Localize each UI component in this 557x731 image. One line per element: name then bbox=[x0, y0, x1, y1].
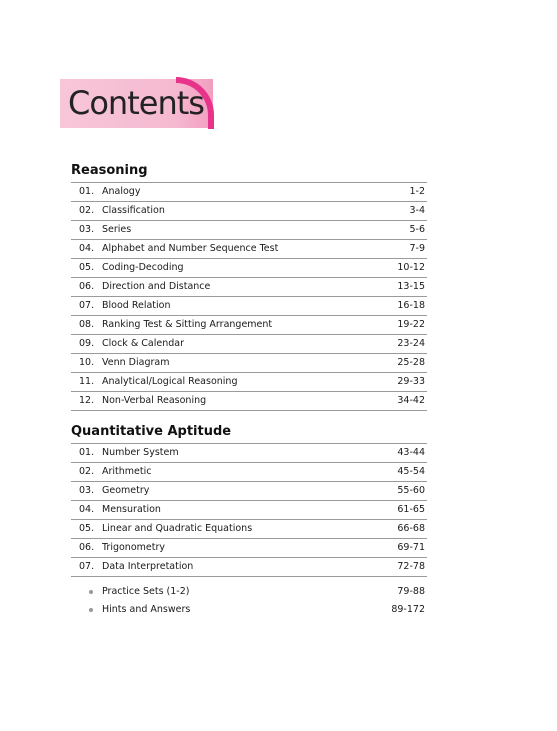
section-title-quantitative-aptitude: Quantitative Aptitude bbox=[71, 424, 232, 439]
item-number: 09. bbox=[79, 338, 95, 349]
item-label: Direction and Distance bbox=[102, 281, 211, 292]
page-title: Contents bbox=[68, 84, 204, 122]
item-label: Arithmetic bbox=[102, 466, 152, 477]
item-number: 02. bbox=[79, 205, 95, 216]
item-label: Ranking Test & Sitting Arrangement bbox=[102, 319, 273, 330]
toc-row[interactable] bbox=[71, 392, 427, 411]
toc-row[interactable] bbox=[71, 501, 427, 520]
item-pages: 25-28 bbox=[397, 357, 425, 368]
item-pages: 10-12 bbox=[397, 262, 425, 273]
item-pages: 55-60 bbox=[397, 485, 425, 496]
toc-row[interactable] bbox=[71, 182, 427, 202]
item-label: Classification bbox=[102, 205, 165, 216]
item-label: Venn Diagram bbox=[102, 357, 170, 368]
toc-row[interactable] bbox=[71, 539, 427, 558]
item-pages: 5-6 bbox=[409, 224, 425, 235]
item-pages: 79-88 bbox=[397, 586, 425, 597]
extras-list bbox=[71, 583, 427, 619]
item-number: 04. bbox=[79, 504, 95, 515]
item-pages: 23-24 bbox=[397, 338, 425, 349]
toc-row[interactable] bbox=[71, 558, 427, 577]
toc-row[interactable] bbox=[71, 335, 427, 354]
item-label: Hints and Answers bbox=[102, 604, 191, 615]
toc-row[interactable] bbox=[71, 278, 427, 297]
item-number: 06. bbox=[79, 281, 95, 292]
toc-row[interactable] bbox=[71, 240, 427, 259]
item-pages: 61-65 bbox=[397, 504, 425, 515]
item-pages: 72-78 bbox=[397, 561, 425, 572]
item-pages: 45-54 bbox=[397, 466, 425, 477]
item-pages: 13-15 bbox=[397, 281, 425, 292]
item-label: Series bbox=[102, 224, 132, 235]
item-pages: 1-2 bbox=[409, 186, 425, 197]
item-number: 03. bbox=[79, 485, 95, 496]
item-label: Non-Verbal Reasoning bbox=[102, 395, 207, 406]
toc-list-quantitative-aptitude bbox=[71, 443, 427, 577]
item-label: Clock & Calendar bbox=[102, 338, 184, 349]
item-label: Mensuration bbox=[102, 504, 161, 515]
item-number: 05. bbox=[79, 262, 95, 273]
item-label: Geometry bbox=[102, 485, 150, 496]
item-pages: 69-71 bbox=[397, 542, 425, 553]
item-label: Analogy bbox=[102, 186, 141, 197]
item-number: 08. bbox=[79, 319, 95, 330]
item-label: Analytical/Logical Reasoning bbox=[102, 376, 238, 387]
item-pages: 29-33 bbox=[397, 376, 425, 387]
item-label: Practice Sets (1-2) bbox=[102, 586, 190, 597]
item-pages: 34-42 bbox=[397, 395, 425, 406]
extra-row[interactable] bbox=[71, 583, 427, 601]
item-pages: 7-9 bbox=[409, 243, 425, 254]
item-pages: 66-68 bbox=[397, 523, 425, 534]
item-number: 07. bbox=[79, 561, 95, 572]
toc-row[interactable] bbox=[71, 482, 427, 501]
item-number: 01. bbox=[79, 447, 95, 458]
item-number: 01. bbox=[79, 186, 95, 197]
item-pages: 3-4 bbox=[409, 205, 425, 216]
item-label: Number System bbox=[102, 447, 179, 458]
item-pages: 43-44 bbox=[397, 447, 425, 458]
bullet-icon bbox=[89, 608, 93, 612]
extra-row[interactable] bbox=[71, 601, 427, 619]
item-label: Linear and Quadratic Equations bbox=[102, 523, 253, 534]
item-number: 02. bbox=[79, 466, 95, 477]
toc-row[interactable] bbox=[71, 354, 427, 373]
bullet-icon bbox=[89, 590, 93, 594]
item-label: Coding-Decoding bbox=[102, 262, 184, 273]
item-number: 10. bbox=[79, 357, 95, 368]
toc-row[interactable] bbox=[71, 316, 427, 335]
toc-row[interactable] bbox=[71, 463, 427, 482]
item-number: 07. bbox=[79, 300, 95, 311]
toc-row[interactable] bbox=[71, 202, 427, 221]
toc-row[interactable] bbox=[71, 259, 427, 278]
toc-row[interactable] bbox=[71, 221, 427, 240]
toc-row[interactable] bbox=[71, 520, 427, 539]
item-label: Alphabet and Number Sequence Test bbox=[102, 243, 279, 254]
item-label: Trigonometry bbox=[102, 542, 165, 553]
toc-row[interactable] bbox=[71, 443, 427, 463]
item-pages: 89-172 bbox=[391, 604, 425, 615]
toc-row[interactable] bbox=[71, 373, 427, 392]
item-number: 11. bbox=[79, 376, 95, 387]
item-label: Blood Relation bbox=[102, 300, 171, 311]
section-title-reasoning: Reasoning bbox=[71, 163, 148, 178]
item-number: 12. bbox=[79, 395, 95, 406]
item-number: 04. bbox=[79, 243, 95, 254]
toc-row[interactable] bbox=[71, 297, 427, 316]
item-pages: 19-22 bbox=[397, 319, 425, 330]
item-number: 06. bbox=[79, 542, 95, 553]
item-label: Data Interpretation bbox=[102, 561, 194, 572]
item-number: 03. bbox=[79, 224, 95, 235]
item-number: 05. bbox=[79, 523, 95, 534]
item-pages: 16-18 bbox=[397, 300, 425, 311]
toc-list-reasoning bbox=[71, 182, 427, 411]
